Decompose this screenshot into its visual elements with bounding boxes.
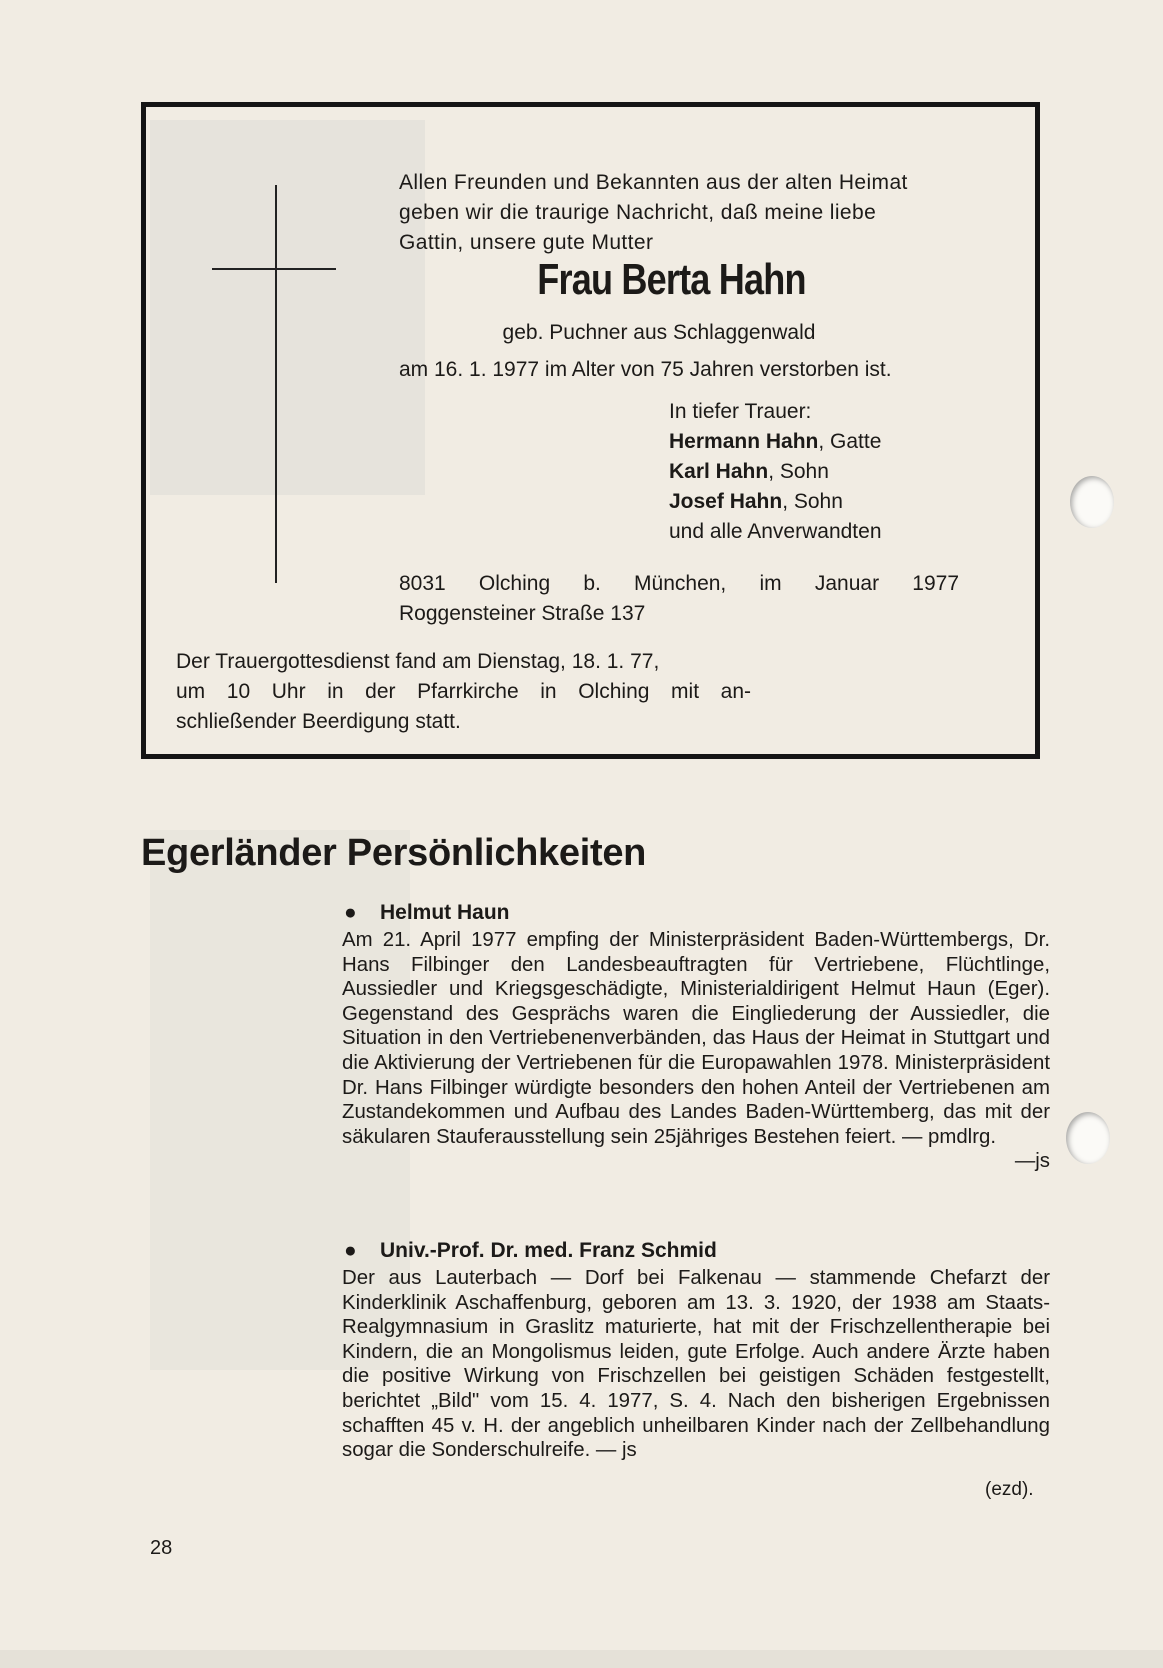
address-word: 1977	[912, 572, 959, 595]
mourner-name: Josef Hahn	[669, 490, 783, 513]
person-text: Am 21. April 1977 empfing der Ministerpräsident Baden-Württembergs, Dr. Hans Filbinger den Landesbeauftragten für Vertriebene, Flüchtlinge, Aussiedler und Kriegsgeschädigte, Ministerialdirigent Helmut Haun (Eger). Gegenstand des Gesprächs waren die Eingliederung der Aussiedler, die Situation in den Vertriebenenverbänden, das Haus der Heimat in Stuttgart und die Aktivierung der Vertriebenen für die Europawahlen 1978. Ministerpräsident Dr. Hans Filbinger würdigte besonders den hohen Anteil der Vertriebenen am Zustandekommen und Aufbau des Landes Baden-Württemberg, das mit der säkularen Stauferausstellung sein 25jähriges Bestehen feiert. — pmdlrg.	[342, 929, 1050, 1148]
deceased-name: Frau Berta Hahn	[537, 255, 806, 304]
person-text: Der aus Lauterbach — Dorf bei Falkenau — stammende Chefarzt der Kinderklinik Aschaffenburg, geboren am 13. 3. 1920, der 1938 am Staats-Realgymnasium in Graslitz maturierte, hat mit der Frischzellentherapie bei Kindern, die an Mongolismus leiden, gute Erfolge. Auch andere Ärzte haben die positive Wirkung von Frischzellen bei geistigen Schäden festgestellt, berichtet „Bild" vom 15. 4. 1977, S. 4. Nach den bisherigen Ergebnissen schafften 45 v. H. der angeblich unheilbaren Kinder nach der Zellbehandlung sogar die Sonderschulreife. — js	[342, 1267, 1050, 1462]
mourner-relation: , Gatte	[818, 430, 882, 453]
bullet-icon: ●	[344, 1239, 357, 1262]
address-word: 8031	[399, 572, 446, 595]
cross-icon-vertical	[275, 185, 277, 583]
maiden-name: geb. Puchner aus Schlaggenwald	[502, 321, 816, 344]
person-heading	[344, 1238, 1050, 1264]
address-word: Januar	[814, 572, 880, 595]
person-entry-helmut-haun	[342, 900, 1050, 1173]
punch-hole-top	[1070, 476, 1114, 528]
cross-icon-horizontal	[212, 268, 336, 270]
mourner-entry	[669, 427, 989, 457]
service-line: um 10 Uhr in der Pfarrkirche in Olching mit an-	[176, 680, 751, 703]
person-name: Univ.-Prof. Dr. med. Franz Schmid	[380, 1239, 717, 1262]
obituary-intro-line: Allen Freunden und Bekannten aus der alten Heimat	[399, 171, 908, 194]
address-word: Olching	[478, 572, 551, 595]
person-heading	[344, 900, 1050, 926]
mourner-relation: , Sohn	[782, 490, 843, 513]
death-date-line: am 16. 1. 1977 im Alter von 75 Jahren verstorben ist.	[399, 358, 892, 381]
family-address	[399, 569, 959, 629]
mourner-name: Karl Hahn	[669, 460, 769, 483]
funeral-service-note	[176, 647, 751, 737]
obituary-intro	[399, 168, 919, 258]
page-bottom-edge	[0, 1650, 1163, 1668]
punch-hole-bottom	[1066, 1112, 1110, 1164]
mourner-relation: , Sohn	[768, 460, 829, 483]
obituary-intro-line: geben wir die traurige Nachricht, daß meine liebe	[399, 201, 877, 224]
address-word: b.	[583, 572, 601, 595]
section-title: Egerländer Persönlichkeiten	[141, 832, 647, 874]
mourner-entry	[669, 457, 989, 487]
address-line-2: Roggensteiner Straße 137	[399, 602, 646, 625]
mourner-name: Hermann Hahn	[669, 430, 819, 453]
page-number: 28	[150, 1537, 173, 1559]
service-line: schließender Beerdigung statt.	[176, 710, 461, 733]
obituary-intro-line: Gattin, unsere gute Mutter	[399, 231, 654, 254]
obituary-box	[141, 102, 1040, 759]
address-line-1	[399, 569, 959, 599]
mourner-entry	[669, 487, 989, 517]
mourning-heading: In tiefer Trauer:	[669, 400, 812, 423]
author-signature: —js	[1014, 1150, 1050, 1173]
bullet-icon: ●	[344, 901, 357, 924]
service-line: Der Trauergottesdienst fand am Dienstag, 18. 1. 77,	[176, 650, 660, 673]
address-word: München,	[634, 572, 727, 595]
address-word: im	[759, 572, 782, 595]
mourners-closing: und alle Anverwandten	[669, 520, 882, 543]
source-tag: (ezd).	[985, 1479, 1034, 1500]
person-name: Helmut Haun	[380, 901, 510, 924]
mourners-list	[669, 397, 989, 547]
person-entry-franz-schmid	[342, 1238, 1050, 1463]
